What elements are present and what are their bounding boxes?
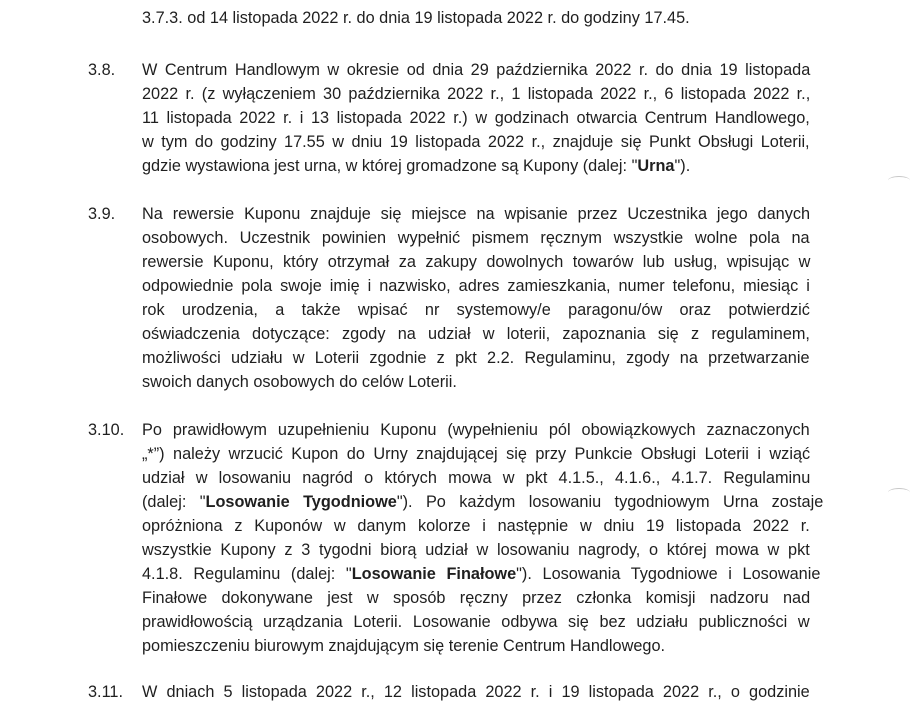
section-3-8-line-5: gdzie wystawiona jest urna, w której gromadzone są Kupony (dalej: "Urna").: [142, 157, 691, 175]
section-3-10-line-3: udział w losowaniu nagród o których mowa w pkt 4.1.5., 4.1.6., 4.1.7. Regulaminu: [142, 469, 811, 487]
section-number: 3.11.: [88, 683, 124, 701]
section-number: 3.9.: [88, 205, 116, 223]
scan-mark: [888, 176, 910, 185]
section-3-9-line-8: swoich danych osobowych do celów Loterii.: [142, 373, 457, 391]
section-3-10-line-1: Po prawidłowym uzupełnieniu Kuponu (wypełnieniu pól obowiązkowych zaznaczonych: [142, 421, 810, 439]
section-number: 3.10.: [88, 421, 125, 439]
section-number: 3.8.: [88, 61, 116, 79]
section-3-10-line-4: (dalej: "Losowanie Tygodniowe"). Po każdym losowaniu tygodniowym Urna zostaje: [142, 493, 824, 511]
section-3-9-line-1: Na rewersie Kuponu znajduje się miejsce na wpisanie przez Uczestnika jego danych: [142, 205, 811, 223]
scan-mark: [888, 488, 910, 497]
section-3-8-line-3: 11 listopada 2022 r. i 13 listopada 2022 r.) w godzinach otwarcia Centrum Handlowego,: [142, 109, 810, 127]
section-3-10-line-7: 4.1.8. Regulaminu (dalej: "Losowanie Finałowe"). Losowania Tygodniowe i Losowanie: [142, 565, 821, 583]
section-3-9-line-5: rok urodzenia, a także wpisać nr systemowy/e paragonu/ów oraz potwierdzić: [142, 301, 810, 319]
section-3-10-line-2: „*”) należy wrzucić Kupon do Urny znajdującej się przy Punkcie Obsługi Loterii i wziąć: [142, 445, 811, 463]
section-3-8-line-4: w tym do godziny 17.55 w dniu 19 listopada 2022 r., znajduje się Punkt Obsługi Loterii,: [142, 133, 810, 151]
section-3-9-line-4: odpowiednie pola swoje imię i nazwisko, adres zamieszkania, numer telefonu, miesiąc i: [142, 277, 810, 295]
term-losowanie-finalowe: Losowanie Finałowe: [351, 565, 517, 583]
section-3-10-line-5: opróżniona z Kuponów w danym kolorze i następnie w dniu 19 listopada 2022 r.: [142, 517, 810, 535]
section-3-10-line-8: Finałowe dokonywane jest w sposób ręczny przez członka komisji nadzoru nad: [142, 589, 811, 607]
term-losowanie-tygodniowe: Losowanie Tygodniowe: [205, 493, 397, 511]
item-3-7-3: 3.7.3. od 14 listopada 2022 r. do dnia 19 listopada 2022 r. do godziny 17.45.: [142, 9, 690, 27]
section-3-10-line-6: wszystkie Kupony z 3 tygodni biorą udział w losowaniu nagrody, o której mowa w pkt: [142, 541, 810, 559]
section-3-9-line-2: osobowych. Uczestnik powinien wypełnić pismem ręcznym wszystkie wolne pola na: [142, 229, 810, 247]
section-3-9-line-3: rewersie Kuponu, który otrzymał za zakupy dowolnych towarów lub usług, wpisując w: [142, 253, 811, 271]
term-urna: Urna: [637, 157, 675, 175]
section-3-10-line-10: pomieszczeniu biurowym znajdującym się terenie Centrum Handlowego.: [142, 637, 666, 655]
section-3-9-line-6: oświadczenia dotyczące: zgody na udział w loterii, zapoznania się z regulaminem,: [142, 325, 810, 343]
section-3-11-line-1: W dniach 5 listopada 2022 r., 12 listopada 2022 r. i 19 listopada 2022 r., o godzinie: [142, 683, 810, 701]
section-3-10-line-9: prawidłowością urządzania Loterii. Losowanie odbywa się bez udziału publiczności w: [142, 613, 810, 631]
section-3-8-line-2: 2022 r. (z wyłączeniem 30 października 2022 r., 1 listopada 2022 r., 6 listopada 2022 r.,: [142, 85, 811, 103]
section-3-9-line-7: możliwości udziału w Loterii zgodnie z pkt 2.2. Regulaminu, zgody na przetwarzanie: [142, 349, 810, 367]
section-3-8-line-1: W Centrum Handlowym w okresie od dnia 29 października 2022 r. do dnia 19 listopada: [142, 61, 811, 79]
